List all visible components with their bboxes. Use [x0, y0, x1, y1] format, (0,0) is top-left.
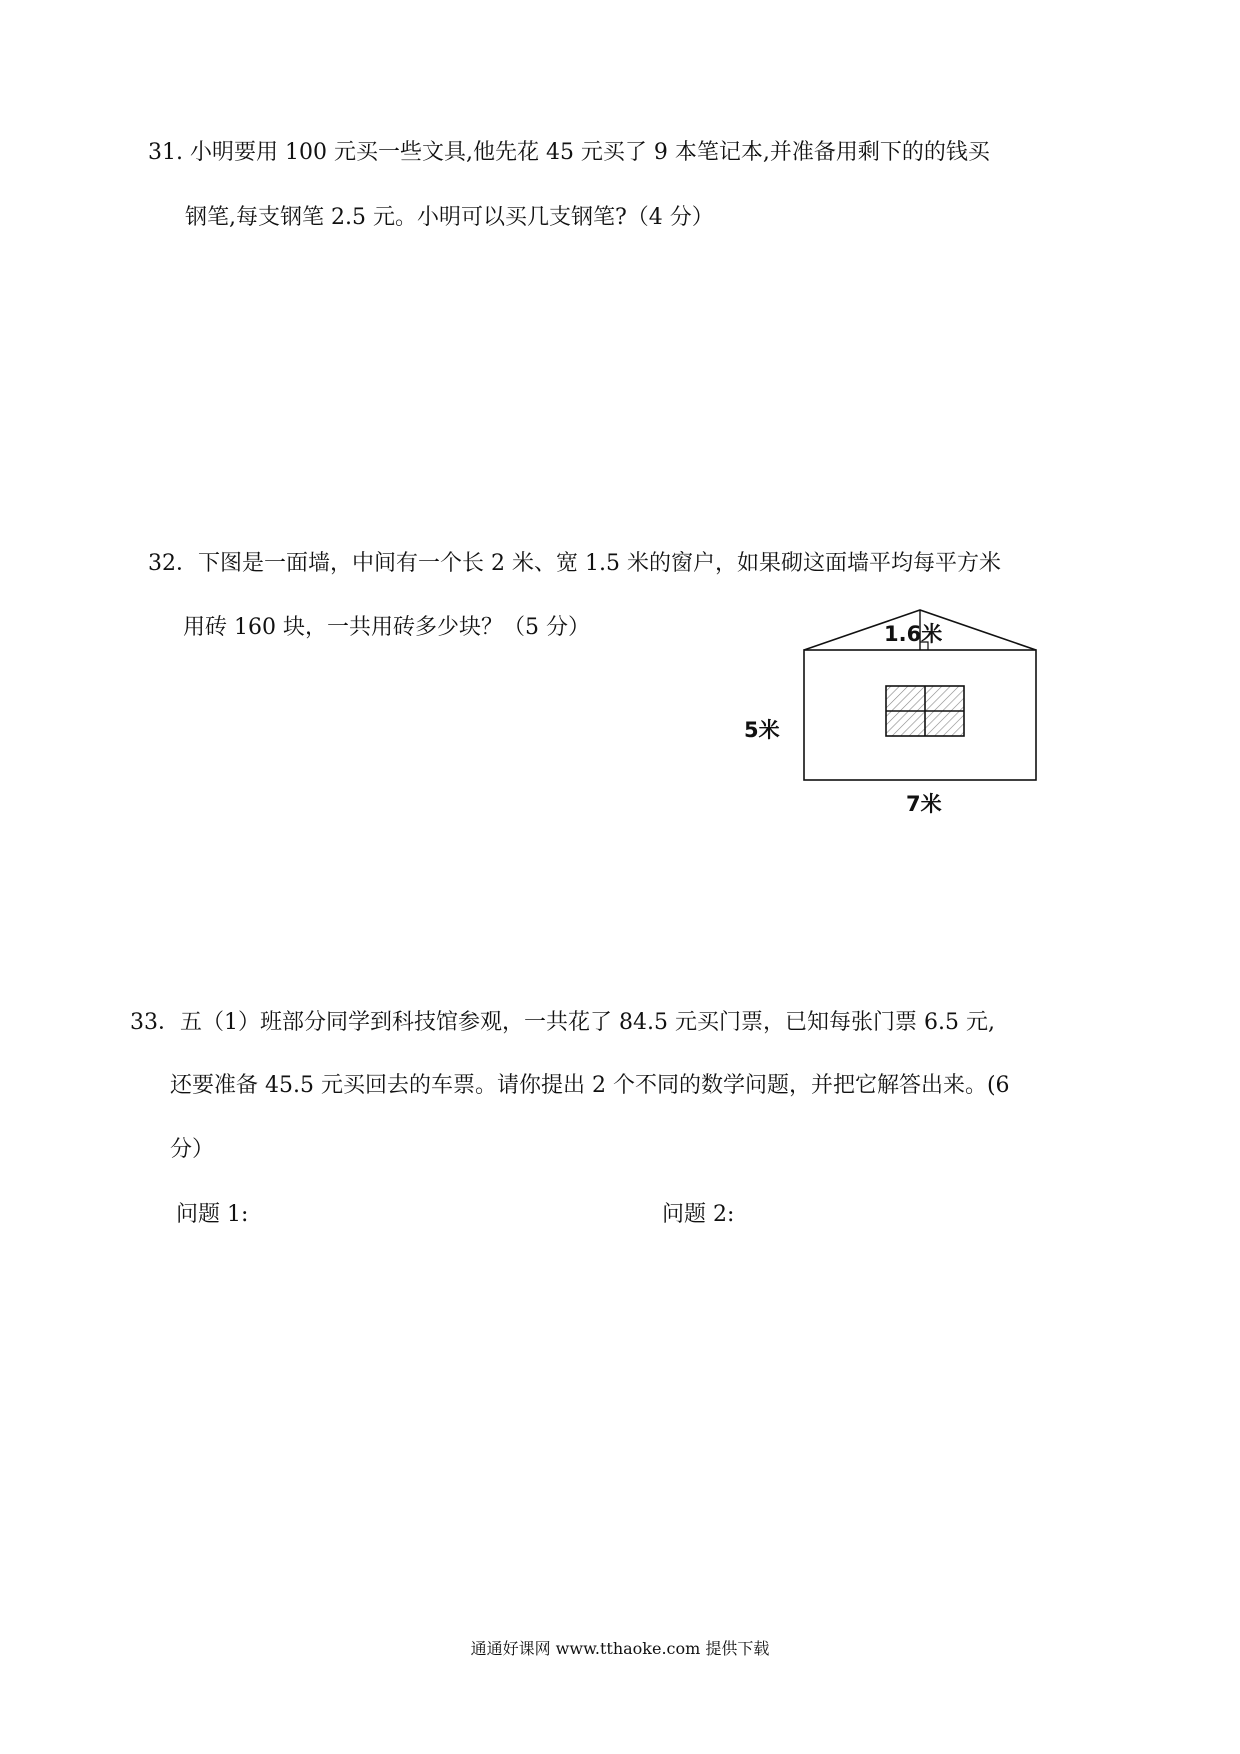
q31-line2: 钢笔,每支钢笔 2.5 元。小明可以买几支钢笔?（4 分）	[185, 205, 714, 230]
wall-height-label: 5米	[744, 718, 780, 742]
q33-line2: 还要准备 45.5 元买回去的车票。请你提出 2 个不同的数学问题，并把它解答出来。(6	[170, 1073, 1010, 1098]
problem-1-label: 问题 1:	[176, 1202, 249, 1227]
q32-line2: 用砖 160 块，一共用砖多少块？（5 分）	[183, 615, 590, 640]
problem-2-label: 问题 2:	[662, 1202, 735, 1227]
roof-height-label: 1.6米	[884, 622, 943, 646]
q33-line1: 33．五（1）班部分同学到科技馆参观，一共花了 84.5 元买门票，已知每张门票 6.5 元,	[130, 1010, 995, 1035]
q33-line3: 分）	[170, 1137, 215, 1162]
q32-line1: 32．下图是一面墙，中间有一个长 2 米、宽 1.5 米的窗户，如果砌这面墙平均每平方米	[148, 551, 1001, 576]
footer-source: 通通好课网 www.tthaoke.com 提供下载	[470, 1639, 770, 1658]
wall-width-label: 7米	[906, 792, 942, 816]
q31-line1: 31. 小明要用 100 元买一些文具,他先花 45 元买了 9 本笔记本,并准备用剩下的的钱买	[148, 140, 990, 165]
